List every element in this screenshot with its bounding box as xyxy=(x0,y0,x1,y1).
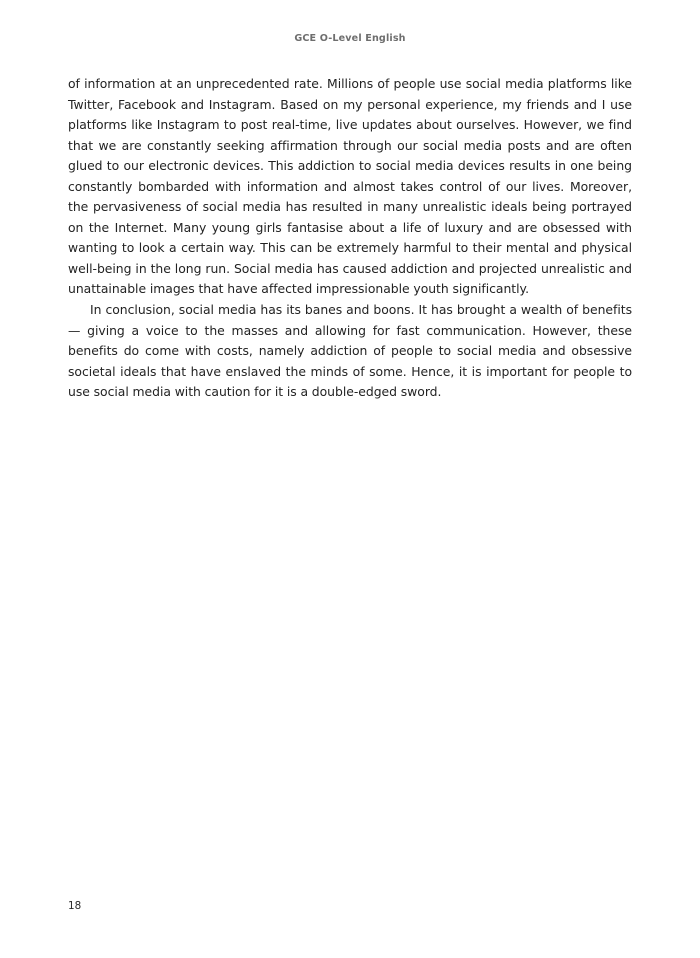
page-number: 18 xyxy=(68,900,82,912)
body-text-block xyxy=(68,74,632,403)
running-head: GCE O-Level English xyxy=(294,33,406,44)
paragraph-conclusion: In conclusion, social media has its banes and boons. It has brought a wealth of benefits — giving a voice to the masses and allowing for fast communication. However, these benefits do come with costs, namely addiction of people to social media and obsessive societal ideals that have enslaved the minds of some. Hence, it is important for people to use social media with caution for it is a double-edged sword. xyxy=(68,302,632,400)
paragraph-continued: of information at an unprecedented rate. Millions of people use social media platforms like Twitter, Facebook and Instagram. Based on my personal experience, my friends and I use platforms like Instagram to post real-time, live updates about ourselves. However, we find that we are constantly seeking affirmation through our social media posts and are often glued to our electronic devices. This addiction to social media devices results in one being constantly bombarded with information and almost takes control of our lives. Moreover, the pervasiveness of social media has resulted in many unrealistic ideals being portrayed on the Internet. Many young girls fantasise about a life of luxury and are obsessed with wanting to look a certain way. This can be extremely harmful to their mental and physical well-being in the long run. Social media has caused addiction and projected unrealistic and unattainable images that have affected impressionable youth significantly. xyxy=(68,76,632,297)
